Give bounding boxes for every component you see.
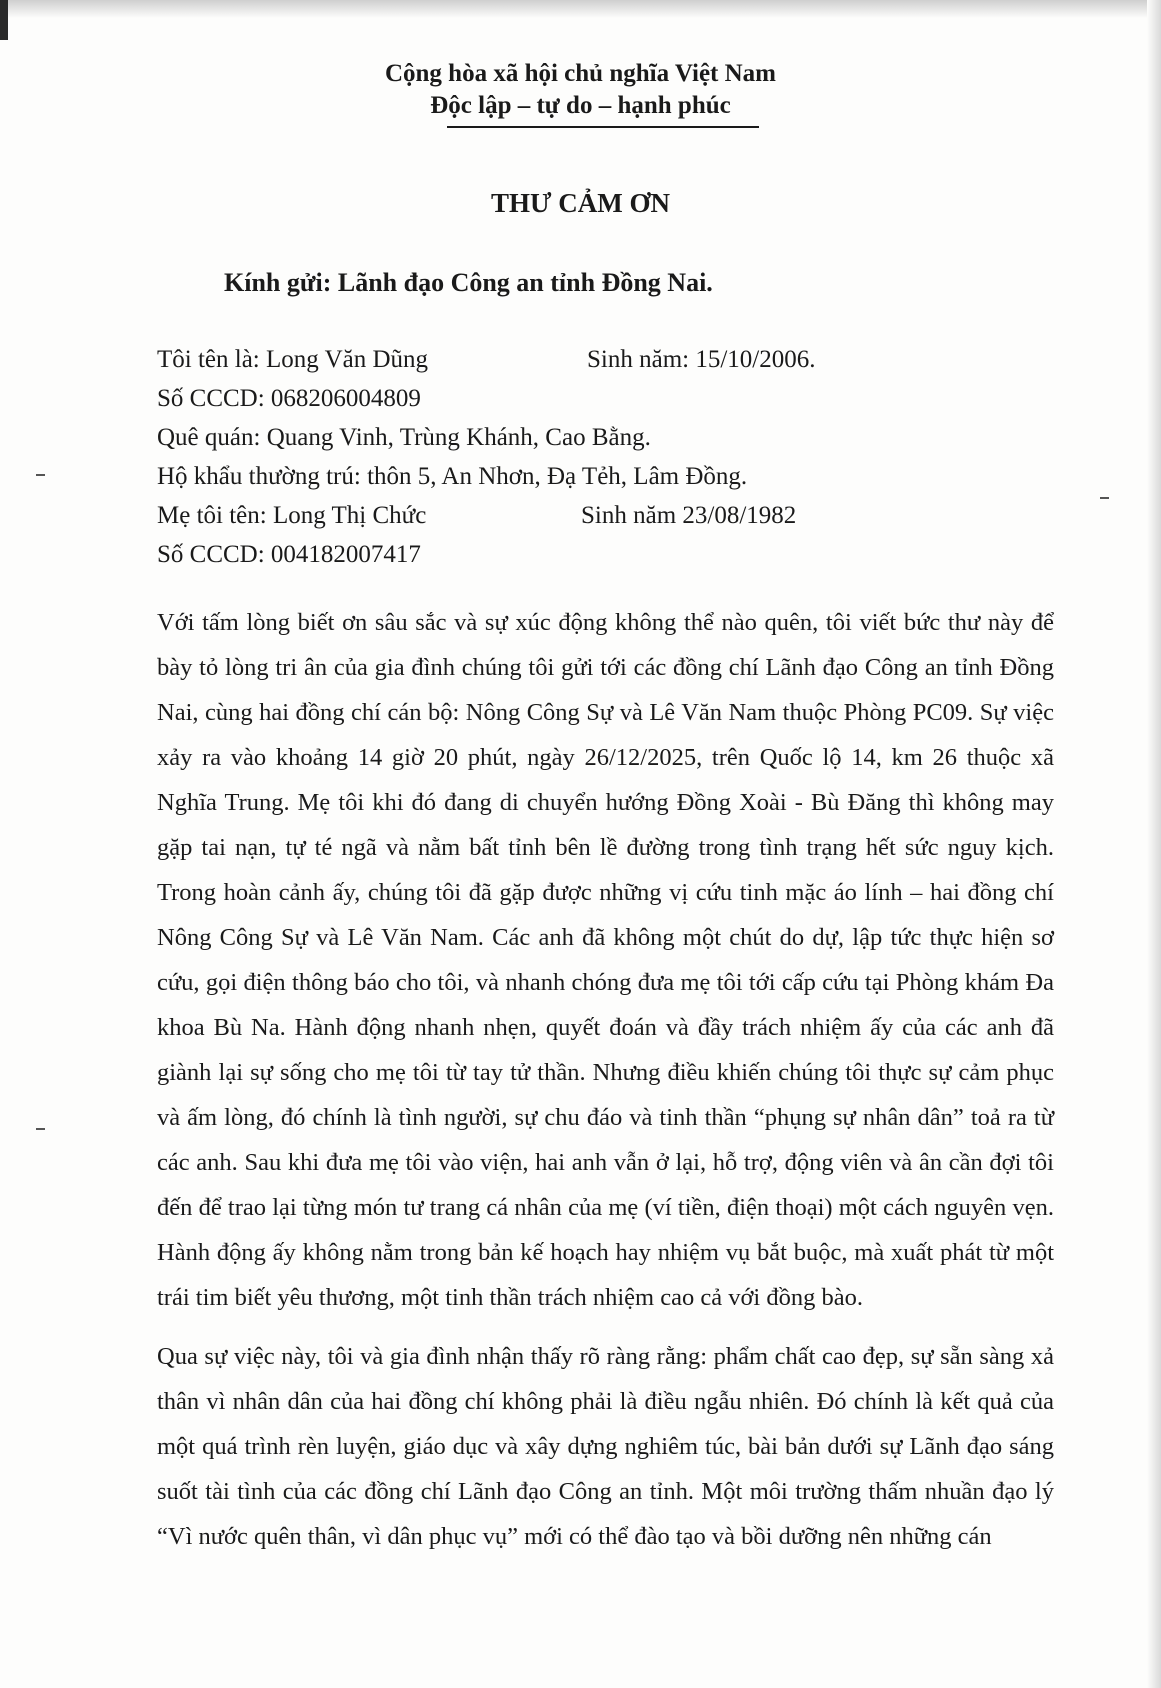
scan-speck: [1100, 497, 1109, 499]
sender-hometown: Quê quán: Quang Vinh, Trùng Khánh, Cao Bằng.: [157, 424, 651, 451]
info-row-residence: [157, 457, 1057, 496]
info-row-mother: [157, 496, 1057, 535]
info-row-cccd: [157, 379, 1057, 418]
info-row-mother-cccd: [157, 535, 1057, 574]
scan-speck: [36, 474, 45, 476]
scan-shadow-top: [0, 0, 1161, 18]
header-underline: [447, 126, 759, 128]
sender-cccd: Số CCCD: 068206004809: [157, 385, 421, 412]
letter-body: [157, 600, 1054, 1573]
info-row-hometown: [157, 418, 1057, 457]
mother-name: Mẹ tôi tên: Long Thị Chức: [157, 502, 427, 529]
mother-birth: Sinh năm 23/08/1982: [581, 502, 797, 529]
info-row-name: [157, 340, 1057, 379]
header-line-1: Cộng hòa xã hội chủ nghĩa Việt Nam: [384, 60, 777, 87]
body-paragraph-2: Qua sự việc này, tôi và gia đình nhận thấy rõ ràng rằng: phẩm chất cao đẹp, sự sẵn sàng xả thân vì nhân dân của hai đồng chí không phải là điều ngẫu nhiên. Đó chính là kết quả của một quá trình rèn luyện, giáo dục và xây dựng nghiêm túc, bài bản dưới sự Lãnh đạo sáng suốt tài tình của các đồng chí Lãnh đạo Công an tỉnh. Một môi trường thấm nhuần đạo lý “Vì nước quên thân, vì dân phục vụ” mới có thể đào tạo và bồi dưỡng nên những cán: [157, 1343, 1054, 1550]
sender-birth: Sinh năm: 15/10/2006.: [587, 346, 816, 373]
mother-cccd: Số CCCD: 004182007417: [157, 541, 421, 568]
sender-info-block: [157, 340, 1057, 574]
sender-residence: Hộ khẩu thường trú: thôn 5, An Nhơn, Đạ Tẻh, Lâm Đồng.: [157, 463, 748, 490]
national-header: [0, 58, 1161, 128]
scan-shadow-right: [1147, 0, 1161, 1688]
body-paragraph-1: Với tấm lòng biết ơn sâu sắc và sự xúc động không thể nào quên, tôi viết bức thư này để bày tỏ lòng tri ân của gia đình chúng tôi gửi tới các đồng chí Lãnh đạo Công an tỉnh Đồng Nai, cùng hai đồng chí cán bộ: Nông Công Sự và Lê Văn Nam thuộc Phòng PC09. Sự việc xảy ra vào khoảng 14 giờ 20 phút, ngày 26/12/2025, trên Quốc lộ 14, km 26 thuộc xã Nghĩa Trung. Mẹ tôi khi đó đang di chuyển hướng Đồng Xoài - Bù Đăng thì không may gặp tai nạn, tự té ngã và nằm bất tỉnh bên lề đường trong tình trạng hết sức nguy kịch. Trong hoàn cảnh ấy, chúng tôi đã gặp được những vị cứu tinh mặc áo lính – hai đồng chí Nông Công Sự và Lê Văn Nam. Các anh đã không một chút do dự, lập tức thực hiện sơ cứu, gọi điện thông báo cho tôi, và nhanh chóng đưa mẹ tôi tới cấp cứu tại Phòng khám Đa khoa Bù Na. Hành động nhanh nhẹn, quyết đoán và đầy trách nhiệm ấy của các anh đã giành lại sự sống cho mẹ tôi từ tay tử thần. Nhưng điều khiến chúng tôi thực sự cảm phục và ấm lòng, đó chính là tình người, sự chu đáo và tinh thần “phụng sự nhân dân” toả ra từ các anh. Sau khi đưa mẹ tôi vào viện, hai anh vẫn ở lại, hỗ trợ, động viên và ân cần đợi tôi đến để trao lại từng món tư trang cá nhân của mẹ (ví tiền, điện thoại) một cách nguyên vẹn. Hành động ấy không nằm trong bản kế hoạch hay nhiệm vụ bắt buộc, mà xuất phát từ một trái tim biết yêu thương, một tinh thần trách nhiệm cao cả với đồng bào.: [157, 609, 1054, 1311]
header-line-2: Độc lập – tự do – hạnh phúc: [430, 92, 731, 119]
sender-name: Tôi tên là: Long Văn Dũng: [157, 346, 429, 373]
scan-speck: [36, 1128, 45, 1130]
letter-title: THƯ CẢM ƠN: [491, 188, 670, 218]
scan-mark-corner: [0, 0, 8, 40]
recipient-line: Kính gửi: Lãnh đạo Công an tỉnh Đồng Nai.: [224, 268, 713, 297]
